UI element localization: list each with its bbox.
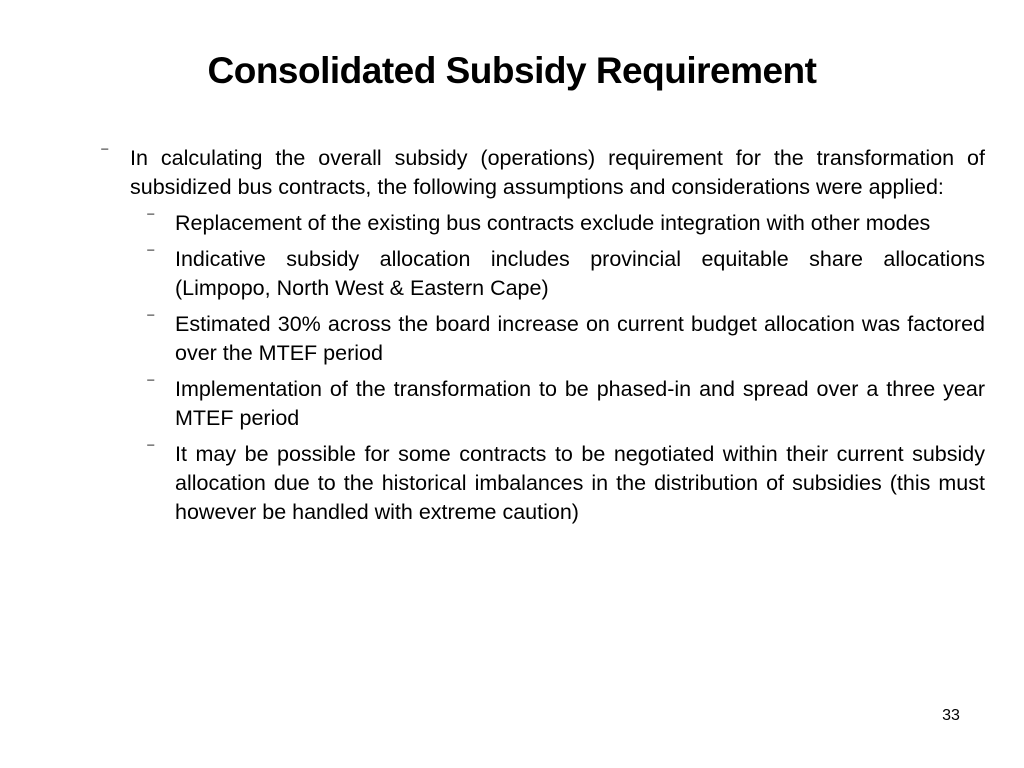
sub-bullet bbox=[130, 310, 985, 368]
page-number: 33 bbox=[942, 707, 960, 724]
bullet-marker-icon: ⁻ bbox=[146, 438, 156, 458]
sub-bullet-text: Indicative subsidy allocation includes provincial equitable share allocations (Limpopo, North West & Eastern Cape) bbox=[175, 247, 985, 300]
sub-bullet-list bbox=[130, 209, 985, 527]
sub-bullet bbox=[130, 245, 985, 303]
main-bullet-text: In calculating the overall subsidy (operations) requirement for the transformation of subsidized bus contracts, the following assumptions and considerations were applied: bbox=[130, 146, 985, 199]
sub-bullet-text: Replacement of the existing bus contracts exclude integration with other modes bbox=[175, 211, 931, 235]
sub-bullet-text: Implementation of the transformation to be phased-in and spread over a three year MTEF period bbox=[175, 377, 985, 430]
slide-title: Consolidated Subsidy Requirement bbox=[207, 50, 817, 91]
sub-bullet bbox=[130, 209, 985, 238]
bullet-marker-icon: ⁻ bbox=[146, 308, 156, 328]
bullet-marker-icon: ⁻ bbox=[146, 373, 156, 393]
bullet-marker-icon: ⁻ bbox=[146, 243, 156, 263]
main-bullet bbox=[96, 144, 985, 202]
sub-bullet-text: Estimated 30% across the board increase on current budget allocation was factored over the MTEF period bbox=[175, 312, 985, 365]
bullet-marker-icon: ⁻ bbox=[146, 207, 156, 227]
sub-bullet-text: It may be possible for some contracts to be negotiated within their current subsidy allocation due to the historical imbalances in the distribution of subsidies (this must however be handled with extreme caution) bbox=[175, 442, 985, 524]
bullet-marker-icon: ⁻ bbox=[100, 142, 110, 162]
slide-content bbox=[96, 144, 985, 534]
sub-bullet bbox=[130, 440, 985, 527]
sub-bullet bbox=[130, 375, 985, 433]
